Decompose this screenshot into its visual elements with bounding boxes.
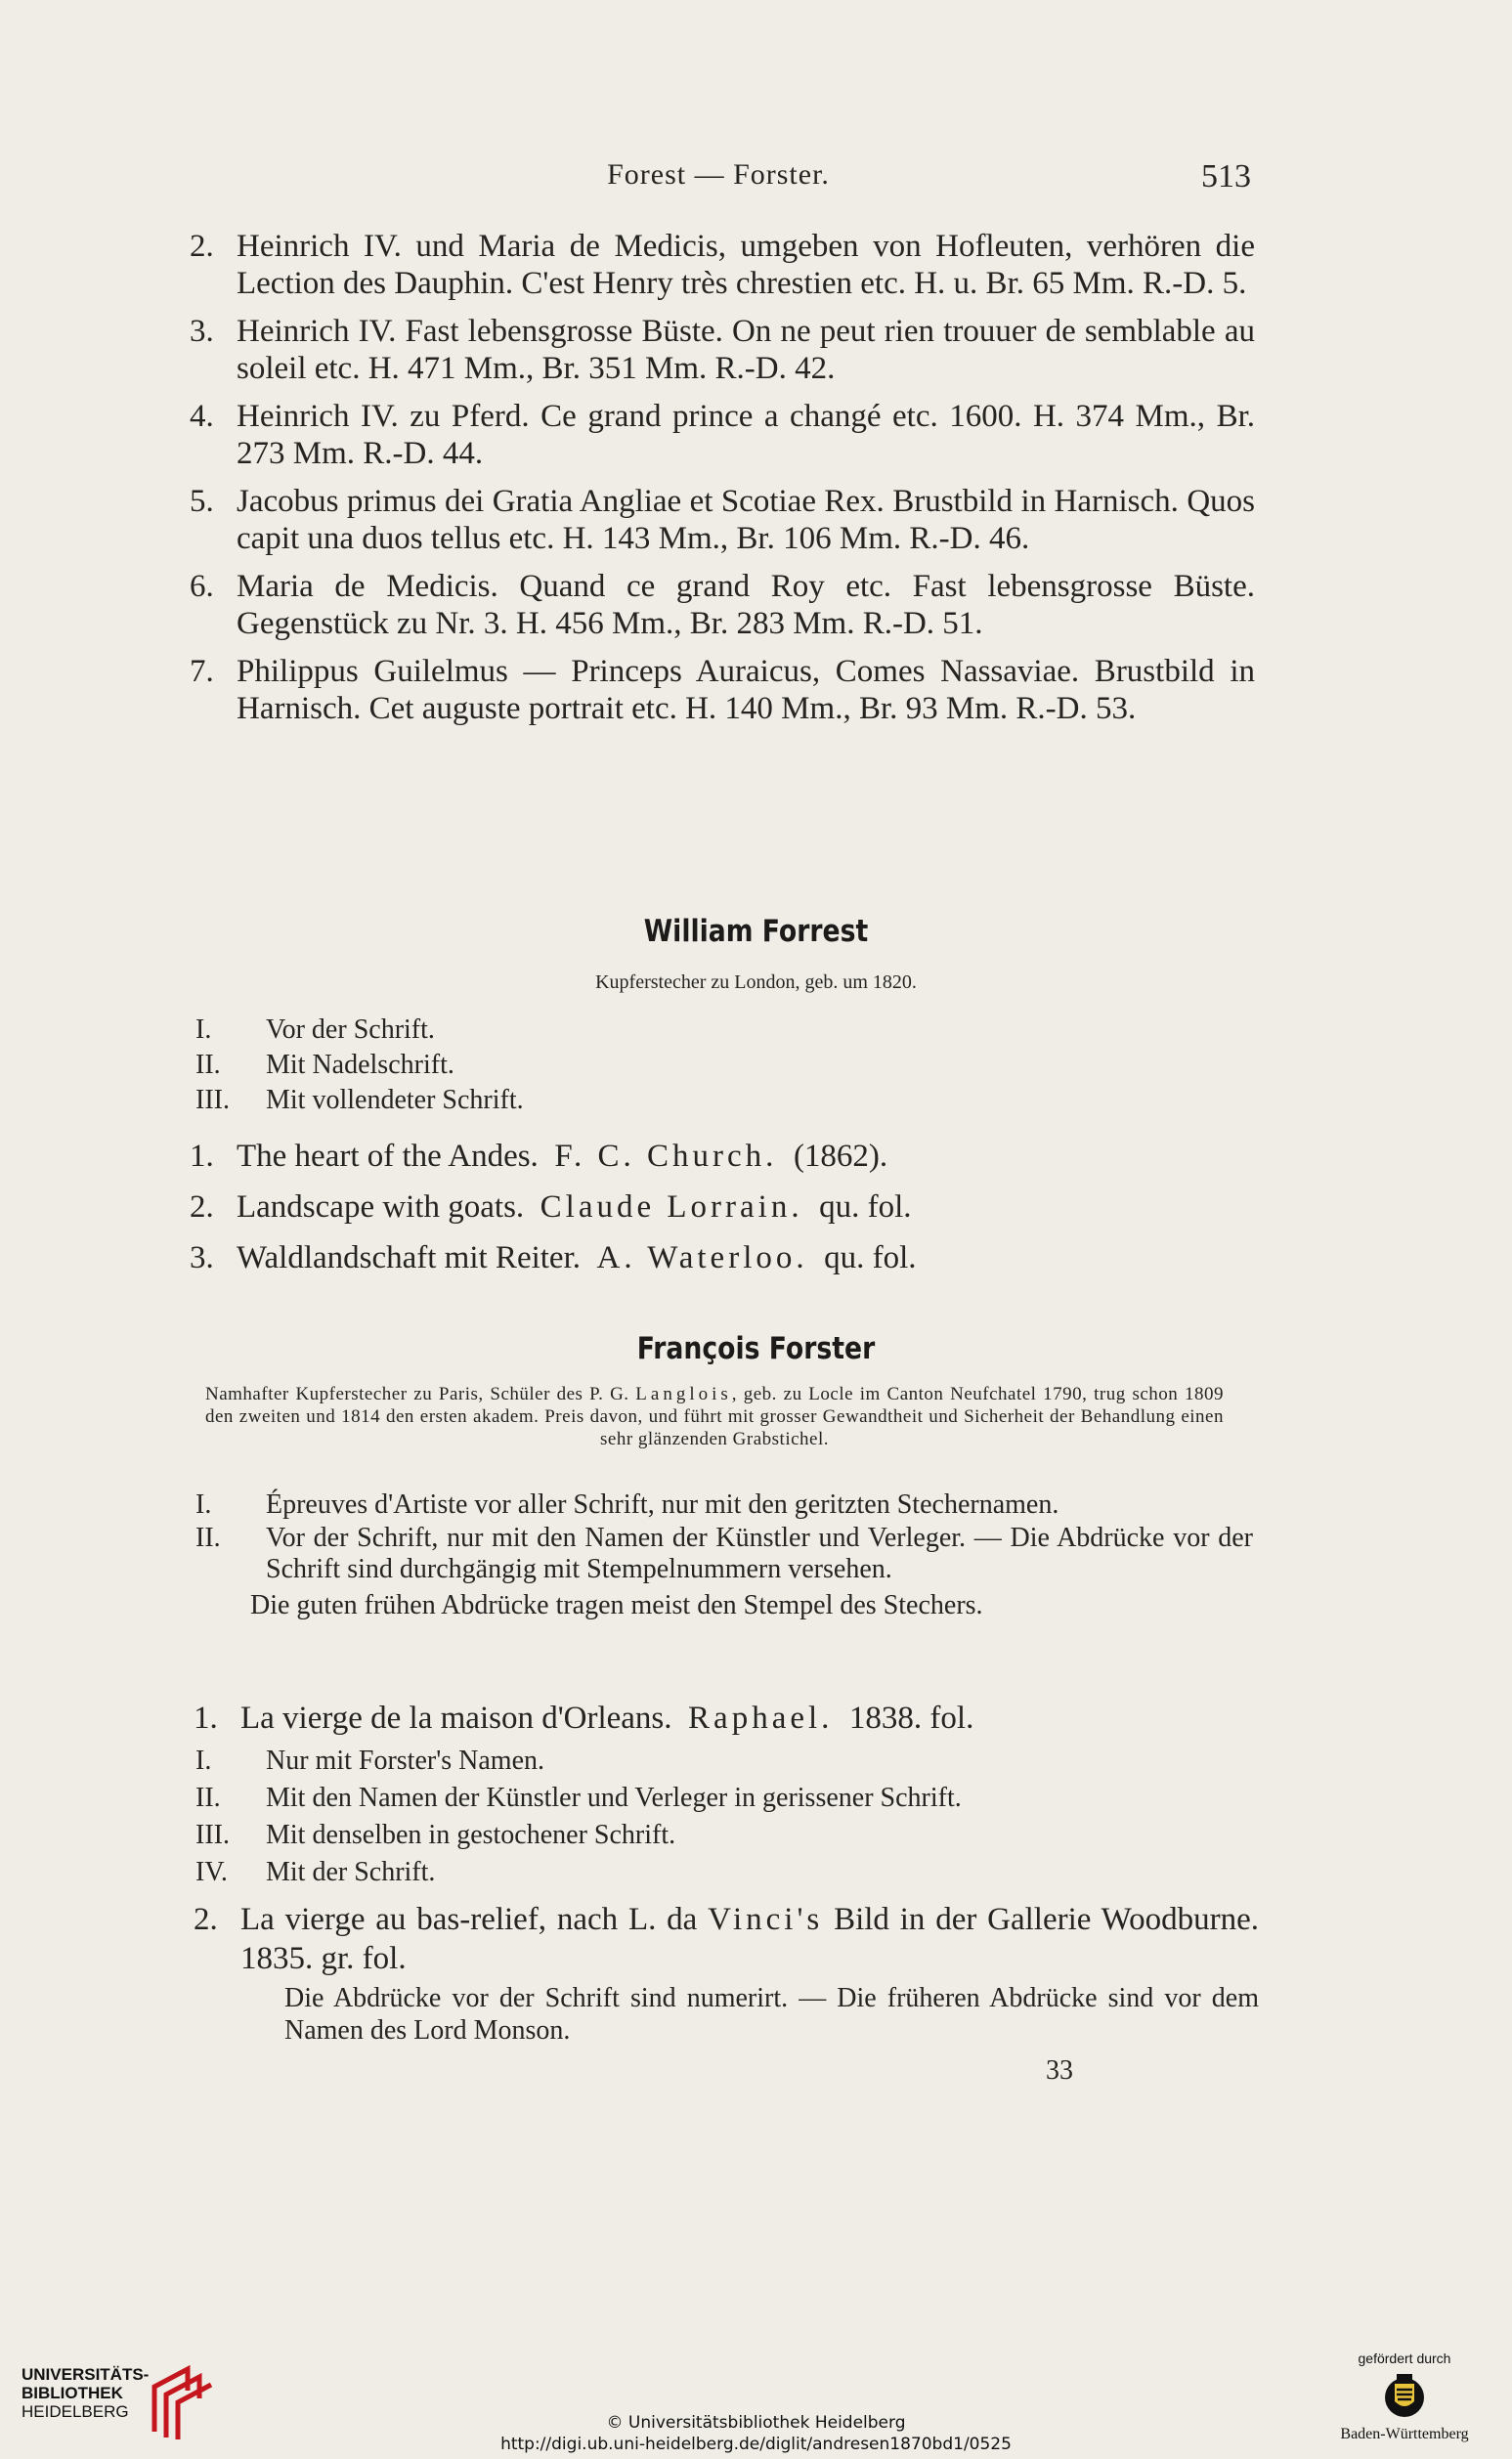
- state-number: II.: [195, 1050, 221, 1080]
- list-item: [190, 1137, 1255, 1176]
- permalink[interactable]: http://digi.ub.uni-heidelberg.de/diglit/andresen1870bd1/0525: [500, 2435, 1012, 2454]
- item-number: 4.: [190, 399, 214, 434]
- state-text: Vor der Schrift.: [266, 1014, 435, 1045]
- item-text: Jacobus primus dei Gratia Angliae et Scotiae Rex. Brustbild in Harnisch. Quos capit una duos tellus etc. H. 143 Mm., Br. 106 Mm. R.-D. 46.: [237, 484, 1255, 556]
- item-number: 1.: [194, 1701, 218, 1736]
- state-text: Épreuves d'Artiste vor aller Schrift, nur mit den geritzten Stechernamen.: [266, 1489, 1059, 1520]
- item-number: 2.: [190, 1189, 214, 1225]
- state-text: Vor der Schrift, nur mit den Namen der Künstler und Verleger. — Die Abdrücke vor der Schrift sind durchgängig mit Stempelnummern versehen.: [266, 1523, 1253, 1584]
- list-item: [190, 228, 1255, 302]
- work-list-forrest: [190, 1137, 1255, 1288]
- state-number: IV.: [195, 1857, 228, 1887]
- state-item: [195, 1743, 1202, 1780]
- work-artist: F. C. Church.: [554, 1139, 778, 1174]
- list-item: [190, 1238, 1255, 1277]
- state-item: [195, 1083, 1202, 1118]
- state-list-work1: [195, 1743, 1202, 1891]
- work-title: The heart of the Andes.: [237, 1139, 539, 1174]
- item-number: 6.: [190, 569, 214, 604]
- work-artist: Vinci's: [708, 1902, 824, 1937]
- running-title: Forest — Forster.: [607, 158, 830, 191]
- state-text: Mit den Namen der Künstler und Verleger in gerissener Schrift.: [266, 1783, 962, 1813]
- copyright-notice: © Universitätsbibliothek Heidelberg: [606, 2413, 906, 2433]
- state-text: Mit Nadelschrift.: [266, 1050, 454, 1080]
- list-item: [190, 653, 1255, 727]
- item-text: Philippus Guilelmus — Princeps Auraicus, Comes Nassaviae. Brustbild in Harnisch. Cet auguste portrait etc. H. 140 Mm., Br. 93 Mm. R.-D. 53.: [237, 654, 1255, 726]
- state-item: [195, 1013, 1202, 1048]
- work-details: (1862).: [793, 1139, 888, 1174]
- state-item: [195, 1817, 1202, 1854]
- entry-list-top: [190, 228, 1255, 738]
- work-note: Die Abdrücke vor der Schrift sind numerirt. — Die früheren Abdrücke sind vor dem Namen des Lord Monson.: [284, 1983, 1259, 2046]
- work-title: La vierge au bas-relief, nach L. da: [240, 1902, 698, 1937]
- item-text: Heinrich IV. und Maria de Medicis, umgeben von Hofleuten, verhören die Lection des Dauphin. C'est Henry très chrestien etc. H. u. Br. 65 Mm. R.-D. 5.: [237, 229, 1255, 301]
- bio-text: Namhafter Kupferstecher zu Paris, Schüler des P. G.: [205, 1384, 629, 1404]
- artist-heading-forrest: William Forrest: [643, 914, 869, 949]
- state-list-forster: [195, 1489, 1253, 1621]
- state-item: [195, 1854, 1202, 1891]
- item-text: Heinrich IV. zu Pferd. Ce grand prince a changé etc. 1600. H. 374 Mm., Br. 273 Mm. R.-D. 44.: [237, 399, 1255, 471]
- item-number: 3.: [190, 1240, 214, 1275]
- state-number: III.: [195, 1820, 230, 1850]
- work-artist: Claude Lorrain.: [540, 1189, 803, 1225]
- list-item: [190, 483, 1255, 557]
- state-number: II.: [195, 1523, 221, 1553]
- state-text: Nur mit Forster's Namen.: [266, 1746, 545, 1776]
- item-number: 2.: [194, 1902, 218, 1937]
- item-number: 7.: [190, 654, 214, 689]
- work-forster-1: [194, 1699, 1259, 1740]
- state-text: Mit vollendeter Schrift.: [266, 1085, 524, 1115]
- list-item: [194, 1699, 1259, 1738]
- item-number: 5.: [190, 484, 214, 519]
- state-item: [195, 1523, 1253, 1585]
- bio-teacher-name: Langlois: [635, 1384, 732, 1404]
- state-list-forrest: [195, 1013, 1202, 1118]
- work-details: 1838. fol.: [848, 1701, 974, 1736]
- work-title: Landscape with goats.: [237, 1189, 525, 1225]
- list-item: [190, 313, 1255, 387]
- funded-by-label: gefördert durch: [1358, 2351, 1451, 2366]
- footer: [0, 2341, 1512, 2459]
- item-number: 1.: [190, 1139, 214, 1174]
- item-number: 2.: [190, 229, 214, 264]
- state-item: [195, 1780, 1202, 1817]
- artist-heading-forster: François Forster: [636, 1331, 876, 1366]
- work-title: La vierge de la maison d'Orleans.: [240, 1701, 672, 1736]
- bio-text: , geb. zu Locle im Canton Neufchatel 1790, trug schon 1809 den zweiten und 1814 den ersten akadem. Preis davon, und führt mit grosser Gewandtheit und Sicherheit der Behandlung einen sehr glänzenden Grabstichel.: [205, 1384, 1224, 1449]
- item-number: 3.: [190, 314, 214, 349]
- funder-block[interactable]: [1326, 2351, 1483, 2443]
- coat-of-arms-icon: [1383, 2372, 1426, 2419]
- state-number: III.: [195, 1085, 230, 1115]
- artist-subtitle-forrest: Kupferstecher zu London, geb. um 1820.: [595, 971, 917, 993]
- artist-bio-forster: [205, 1383, 1224, 1450]
- work-artist: Raphael.: [688, 1701, 834, 1736]
- state-item: [195, 1048, 1202, 1083]
- state-number: II.: [195, 1783, 221, 1813]
- work-details: qu. fol.: [819, 1189, 912, 1225]
- item-text: Heinrich IV. Fast lebensgrosse Büste. On ne peut rien trouuer de semblable au soleil etc. H. 471 Mm., Br. 351 Mm. R.-D. 42.: [237, 314, 1255, 386]
- state-text: Mit denselben in gestochener Schrift.: [266, 1820, 676, 1850]
- work-artist: A. Waterloo.: [596, 1240, 808, 1275]
- state-number: I.: [195, 1489, 212, 1520]
- list-item: [194, 1900, 1259, 1978]
- states-note: Die guten frühen Abdrücke tragen meist den Stempel des Stechers.: [250, 1590, 983, 1620]
- work-forster-2: [194, 1900, 1259, 2047]
- work-details: Bild in der Gallerie Woodburne. 1835. gr. fol.: [240, 1902, 1260, 1976]
- signature-mark: 33: [1046, 2055, 1073, 2086]
- list-item: [190, 1187, 1255, 1227]
- list-item: [190, 398, 1255, 472]
- list-item: [190, 568, 1255, 642]
- library-name-line: HEIDELBERG: [22, 2402, 129, 2421]
- library-name-line: UNIVERSITÄTS-: [22, 2365, 150, 2384]
- running-header: [186, 158, 1251, 201]
- item-text: Maria de Medicis. Quand ce grand Roy etc. Fast lebensgrosse Büste. Gegenstück zu Nr. 3. H. 456 Mm., Br. 283 Mm. R.-D. 51.: [237, 569, 1255, 641]
- state-text: Mit der Schrift.: [266, 1857, 436, 1887]
- state-number: I.: [195, 1014, 212, 1045]
- state-number: I.: [195, 1746, 212, 1776]
- work-title: Waldlandschaft mit Reiter.: [237, 1240, 581, 1275]
- work-details: qu. fol.: [824, 1240, 917, 1275]
- funder-name: Baden-Württemberg: [1340, 2426, 1469, 2442]
- page-number: 513: [1201, 158, 1251, 194]
- state-item: [195, 1489, 1253, 1521]
- library-name-line: BIBLIOTHEK: [22, 2384, 123, 2402]
